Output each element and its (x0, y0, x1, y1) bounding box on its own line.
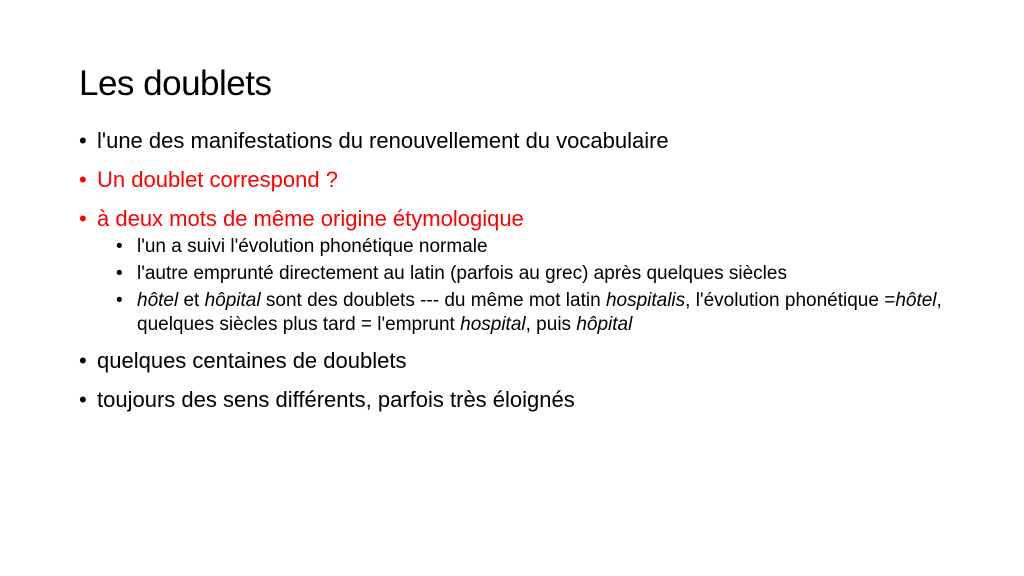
sub-bullet-icon: • (116, 263, 123, 284)
word-hotel: hôtel (137, 290, 179, 311)
bullet-text: l'une des manifestations du renouvellement du vocabulaire (97, 128, 669, 153)
bullet-text: à deux mots de même origine étymologique (97, 206, 524, 231)
bullet-icon: • (79, 206, 87, 231)
bullet-item-sens (79, 386, 959, 414)
text-part: et (178, 290, 205, 311)
bullet-text: Un doublet correspond ? (97, 167, 338, 192)
bullet-icon: • (79, 167, 87, 192)
sub-bullet-item-evolution (116, 235, 959, 259)
bullet-item-question (79, 166, 959, 194)
bullet-icon: • (79, 348, 87, 373)
sub-bullet-list (116, 235, 959, 337)
bullet-item-definition (79, 205, 959, 233)
sub-bullet-icon: • (116, 236, 123, 257)
slide-title: Les doublets (79, 64, 272, 103)
sub-bullet-text: l'un a suivi l'évolution phonétique normale (137, 236, 488, 257)
text-part: , quelques siècles plus tard = l'emprunt (137, 290, 942, 335)
word-hopital: hôpital (576, 314, 633, 335)
slide-body (79, 127, 959, 425)
sub-bullet-icon: • (116, 290, 123, 311)
bullet-icon: • (79, 387, 87, 412)
bullet-text: toujours des sens différents, parfois très éloignés (97, 387, 575, 412)
word-hospital: hospital (460, 314, 526, 335)
word-hotel: hôtel (895, 290, 937, 311)
text-part: , l'évolution phonétique = (685, 290, 896, 311)
word-hopital: hôpital (204, 290, 261, 311)
sub-bullet-text (137, 290, 942, 335)
text-part: sont des doublets --- du même mot latin (260, 290, 606, 311)
sub-bullet-item-example (116, 289, 957, 337)
text-part: , puis (525, 314, 577, 335)
word-hospitalis: hospitalis (605, 290, 686, 311)
bullet-icon: • (79, 128, 87, 153)
bullet-item-centaines (79, 347, 959, 375)
bullet-text: quelques centaines de doublets (97, 348, 407, 373)
sub-bullet-text: l'autre emprunté directement au latin (parfois au grec) après quelques siècles (137, 263, 787, 284)
sub-bullet-item-emprunt (116, 262, 959, 286)
bullet-item-renouvellement (79, 127, 959, 155)
